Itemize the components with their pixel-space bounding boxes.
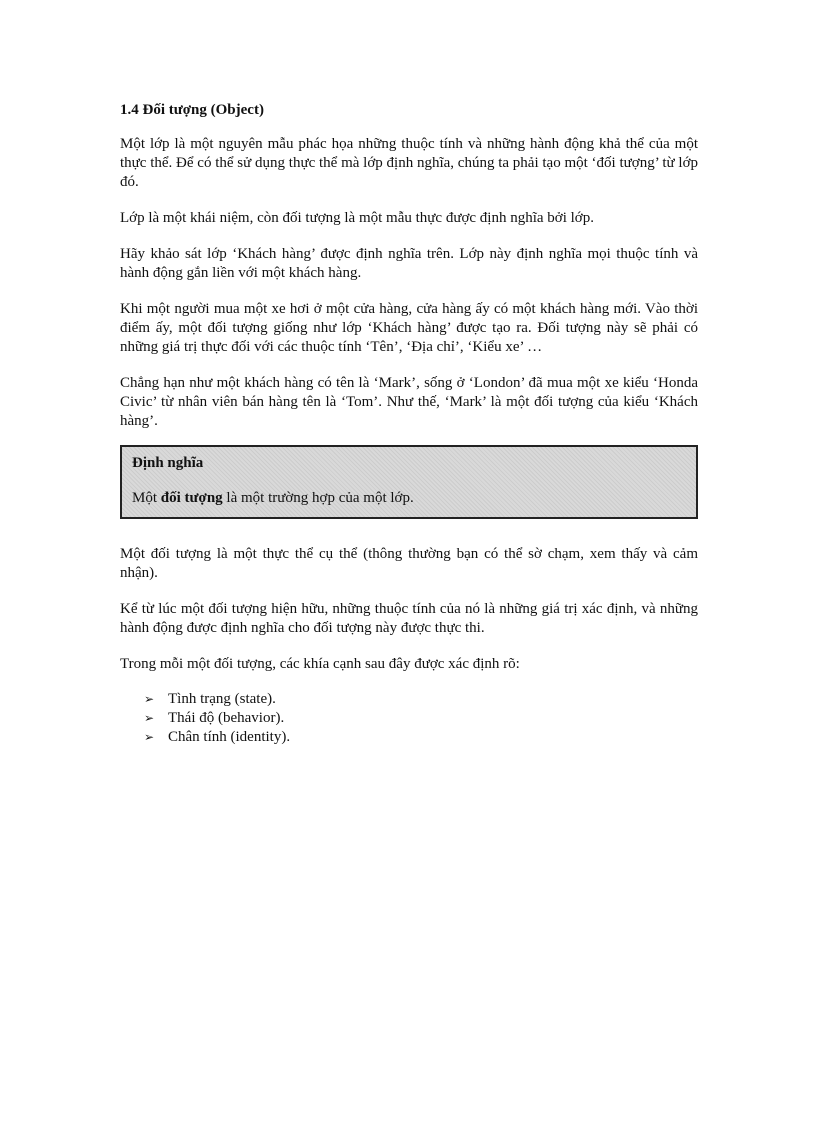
paragraph-customer-class: Hãy khảo sát lớp ‘Khách hàng’ được định nghĩa trên. Lớp này định nghĩa mọi thuộc tính và hành động gắn liền với một khách hàng.: [120, 246, 698, 281]
list-item: [144, 728, 698, 747]
arrow-bullet-icon: ➢: [144, 730, 155, 744]
list-item-text: Chân tính (identity).: [168, 729, 291, 745]
list-item: [144, 709, 698, 728]
aspects-list: [120, 690, 698, 747]
paragraph-aspects-intro: Trong mỗi một đối tượng, các khía cạnh sau đây được xác định rõ:: [120, 656, 520, 672]
definition-text-before: Một: [132, 490, 161, 506]
paragraph-concept: Lớp là một khái niệm, còn đối tượng là một mẫu thực được định nghĩa bởi lớp.: [120, 210, 594, 226]
section-heading: 1.4 Đối tượng (Object): [120, 102, 264, 118]
paragraph-new-customer: Khi một người mua một xe hơi ở một cửa hàng, cửa hàng ấy có một khách hàng mới. Vào thời điểm ấy, một đối tượng giống như lớp ‘Khách hàng’ được tạo ra. Đối tượng này sẽ phải có những giá trị thực đối với các thuộc tính ‘Tên’, ‘Địa chỉ’, ‘Kiểu xe’ …: [120, 301, 698, 355]
list-item: [144, 690, 698, 709]
list-item-text: Thái độ (behavior).: [168, 710, 285, 726]
definition-title: Định nghĩa: [132, 455, 204, 471]
definition-box: [120, 445, 698, 519]
paragraph-example-mark: Chẳng hạn như một khách hàng có tên là ‘Mark’, sống ở ‘London’ đã mua một xe kiểu ‘Honda Civic’ từ nhân viên bán hàng tên là ‘Tom’. Như thế, ‘Mark’ là một đối tượng của kiểu ‘Khách hàng’.: [120, 375, 698, 429]
arrow-bullet-icon: ➢: [144, 692, 155, 706]
document-page: [120, 100, 698, 747]
paragraph-concrete-entity: Một đối tượng là một thực thể cụ thể (thông thường bạn có thể sờ chạm, xem thấy và cảm nhận).: [120, 546, 698, 581]
paragraph-object-exists: Kể từ lúc một đối tượng hiện hữu, những thuộc tính của nó là những giá trị xác định, và những hành động được định nghĩa cho đối tượng này được thực thi.: [120, 601, 698, 636]
definition-text: [132, 489, 686, 508]
paragraph-class-definition: Một lớp là một nguyên mẫu phác họa những thuộc tính và những hành động khả thể của một thực thể. Để có thể sử dụng thực thể mà lớp định nghĩa, chúng ta phải tạo một ‘đối tượng’ từ lớp đó.: [120, 136, 698, 190]
definition-text-after: là một trường hợp của một lớp.: [222, 490, 414, 506]
arrow-bullet-icon: ➢: [144, 711, 155, 725]
list-item-text: Tình trạng (state).: [168, 691, 276, 707]
definition-term: đối tượng: [160, 490, 223, 506]
